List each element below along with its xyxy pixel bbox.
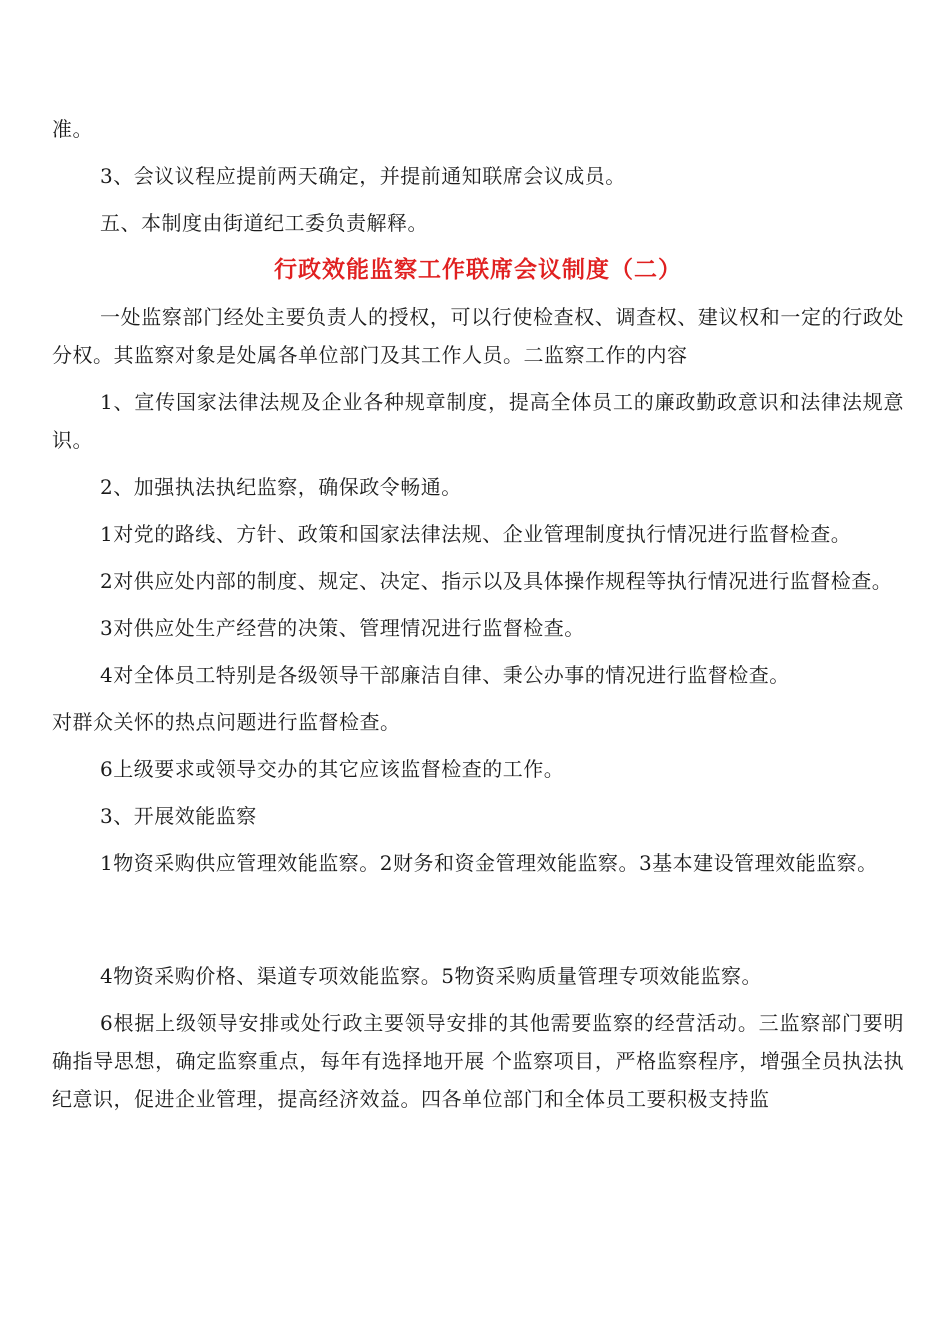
paragraph-2-1: 1对党的路线、方针、政策和国家法律法规、企业管理制度执行情况进行监督检查。 (100, 522, 852, 546)
paragraph-continuation: 准。 (52, 117, 93, 141)
paragraph-3-4: 4物资采购价格、渠道专项效能监察。5物资采购质量管理专项效能监察。 (100, 964, 762, 988)
paragraph-item-3: 3、会议议程应提前两天确定，并提前通知联席会议成员。 (100, 164, 626, 188)
blank-gap (52, 891, 904, 957)
paragraph-2-4: 4对全体员工特别是各级领导干部廉洁自律、秉公办事的情况进行监督检查。 (100, 663, 790, 687)
paragraph-intro: 一处监察部门经处主要负责人的授权，可以行使检查权、调查权、建议权和一定的行政处分权。其监察对象是处属各单位部门及其工作人员。二监察工作的内容 (52, 305, 904, 367)
paragraph-3-6: 6根据上级领导安排或处行政主要领导安排的其他需要监察的经营活动。三监察部门要明确指导思想，确定监察重点，每年有选择地开展 个监察项目，严格监察程序，增强全员执法执纪意识，促进企业管理，提高经济效益。四各单位部门和全体员工要积极支持监 (52, 1011, 904, 1111)
paragraph-2-2: 2对供应处内部的制度、规定、决定、指示以及具体操作规程等执行情况进行监督检查。 (100, 569, 893, 593)
paragraph-2-5: 对群众关怀的热点问题进行监督检查。 (52, 710, 401, 734)
document-title: 行政效能监察工作联席会议制度（二） (274, 256, 682, 283)
paragraph-2: 2、加强执法执纪监察，确保政令畅通。 (100, 475, 462, 499)
paragraph-1: 1、宣传国家法律法规及企业各种规章制度，提高全体员工的廉政勤政意识和法律法规意识。 (52, 390, 904, 452)
document-page (52, 110, 904, 1127)
paragraph-3: 3、开展效能监察 (100, 804, 257, 828)
paragraph-3-1: 1物资采购供应管理效能监察。2财务和资金管理效能监察。3基本建设管理效能监察。 (100, 851, 878, 875)
paragraph-2-3: 3对供应处生产经营的决策、管理情况进行监督检查。 (100, 616, 585, 640)
paragraph-item-five: 五、本制度由街道纪工委负责解释。 (100, 211, 428, 235)
paragraph-2-6: 6上级要求或领导交办的其它应该监督检查的工作。 (100, 757, 565, 781)
